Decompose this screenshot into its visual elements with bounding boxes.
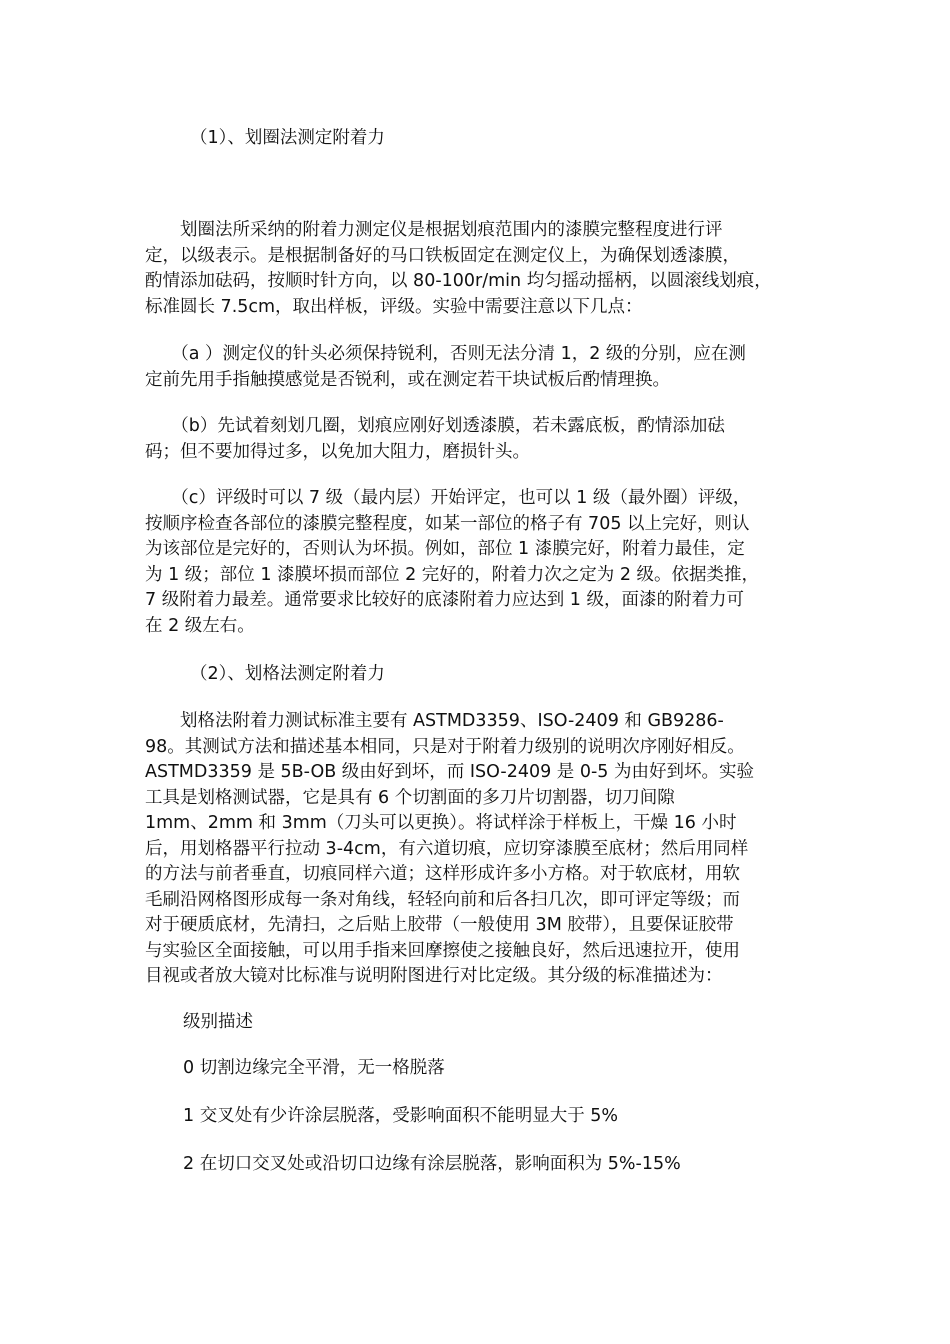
- text-line: ASTMD3359 是 5B-OB 级由好到坏，而 ISO-2409 是 0-5 为由好到坏。实验: [145, 762, 755, 782]
- text-line: 后，用划格器平行拉动 3-4cm，有六道切痕，应切穿漆膜至底材；然后用同样: [145, 838, 749, 859]
- text-line: 划圈法所采纳的附着力测定仪是根据划痕范围内的漆膜完整程度进行评: [145, 220, 723, 240]
- text-line: 码；但不要加得过多，以免加大阻力，磨损针头。: [145, 441, 530, 462]
- text-line: 7 级附着力最差。通常要求比较好的底漆附着力应达到 1 级，面漆的附着力可: [145, 590, 744, 610]
- text-line: 定前先用手指触摸感觉是否锐利，或在测定若干块试板后酌情理换。: [145, 369, 670, 390]
- text-line: 为 1 级；部位 1 漆膜坏损而部位 2 完好的，附着力次之定为 2 级。依据类推，: [145, 564, 760, 585]
- text-line: 与实验区全面接触，可以用手指来回摩擦使之接触良好，然后迅速拉开，使用: [145, 940, 740, 961]
- text-line: 工具是划格测试器，它是具有 6 个切割面的多刀片切割器，切刀间隙: [145, 787, 675, 808]
- text-line: 为该部位是完好的，否则认为坏损。例如，部位 1 漆膜完好，附着力最佳，定: [145, 539, 745, 559]
- text-line: 1mm、2mm 和 3mm（刀头可以更换）。将试样涂于样板上，干燥 16 小时: [145, 813, 737, 833]
- grade-1-description: 1 交叉处有少许涂层脱落，受影响面积不能明显大于 5%: [183, 1106, 619, 1126]
- text-line: 按顺序检查各部位的漆膜完整程度，如某一部位的格子有 705 以上完好，则认: [145, 513, 750, 534]
- grade-2-description: 2 在切口交叉处或沿切口边缘有涂层脱落，影响面积为 5%-15%: [183, 1154, 681, 1174]
- paragraph-note-c: [145, 486, 835, 639]
- text-line: （a ）测定仪的针头必须保持锐利，否则无法分清 1，2 级的分别，应在测: [145, 344, 746, 364]
- text-line: 定，以级表示。是根据制备好的马口铁板固定在测定仪上，为确保划透漆膜，: [145, 245, 740, 266]
- section-heading-circle-method: （1）、划圈法测定附着力: [190, 128, 385, 148]
- text-line: 的方法与前者垂直，切痕同样六道；这样形成许多小方格。对于软底材，用软: [145, 864, 740, 884]
- text-line: 划格法附着力测试标准主要有 ASTMD3359、ISO-2409 和 GB9286-: [145, 711, 724, 731]
- section-heading-grid-method: （2）、划格法测定附着力: [190, 664, 385, 684]
- text-line: 酌情添加砝码，按顺时针方向，以 80-100r/min 均匀摇动摇柄，以圆滚线划痕，: [145, 271, 772, 291]
- text-line: 毛刷沿网格图形成每一条对角线，轻轻向前和后各扫几次，即可评定等级；而: [145, 889, 740, 910]
- text-line: 目视或者放大镜对比标准与说明附图进行对比定级。其分级的标准描述为：: [145, 966, 723, 986]
- text-line: 标准圆长 7.5cm，取出样板，评级。实验中需要注意以下几点：: [145, 296, 643, 317]
- grade-table-header: 级别描述: [183, 1012, 253, 1032]
- text-line: 对于硬质底材，先清扫，之后贴上胶带（一般使用 3M 胶带），且要保证胶带: [145, 915, 734, 935]
- text-line: 98。其测试方法和描述基本相同，只是对于附着力级别的说明次序刚好相反。: [145, 736, 745, 757]
- text-line: （c）评级时可以 7 级（最内层）开始评定，也可以 1 级（最外圈）评级，: [145, 488, 751, 508]
- paragraph-circle-method-intro: [145, 218, 835, 320]
- text-line: （b）先试着刻划几圈，划痕应刚好划透漆膜，若未露底板，酌情添加砝: [145, 416, 725, 436]
- paragraph-note-b: [145, 414, 835, 465]
- text-line: 在 2 级左右。: [145, 615, 255, 636]
- grade-0-description: 0 切割边缘完全平滑，无一格脱落: [183, 1058, 445, 1078]
- paragraph-grid-method: [145, 709, 835, 990]
- paragraph-note-a: [145, 342, 835, 393]
